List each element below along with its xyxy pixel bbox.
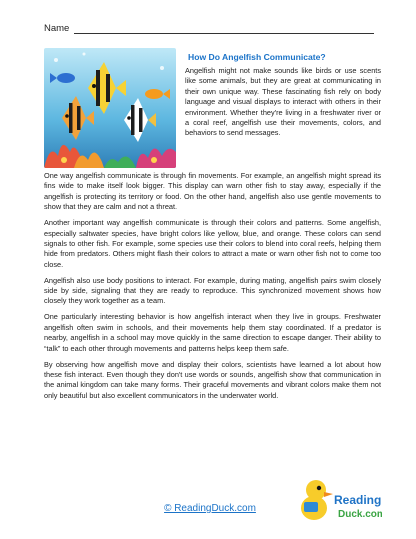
intro-paragraph: Angelfish might not make sounds like birds or use scents like some animals, but they are great at communicating in their own unique way. These fascinating fish rely on body language and visual displays to interact with others in their environment. Whether they're living in a freshwater river or a coral reef, angelfish use their movements, colors, and behaviors to send messages. [185,66,381,138]
name-label: Name [44,23,70,34]
paragraph: Another important way angelfish communicate is through their colors and patterns. Some angelfish, especially saltwater species, have bright colors like yellow, blue, and orange. These colors can send signals to other fish. For example, some species use their colors to blend into coral reefs, helping them hide from predators. Others might flash their colors to attract a mate or warn other fish not to come too close. [44,218,381,269]
article-title: How Do Angelfish Communicate? [188,52,326,62]
paragraph: One way angelfish communicate is through fin movements. For example, an angelfish might spread its fins wide to make itself look bigger. This display can warn other fish to stay away, especially if the angelfish is protecting its territory or food. On the other hand, angelfish also use gentle movements to show that they are calm and not a threat. [44,171,381,212]
name-input-line[interactable] [74,24,374,34]
paragraph: One particularly interesting behavior is how angelfish interact when they live in groups. Freshwater angelfish often swim in schools, and their movements help them stay coordinated. If a predator is nearby, angelfish in a school may move quickly in the same direction to escape danger. Their ability to “talk” to each other through movements and patterns helps keep them safe. [44,312,381,353]
name-row [44,20,374,34]
logo-duck-text: Duck.com [338,509,382,520]
angelfish-illustration [44,48,176,168]
reading-duck-logo [300,472,382,526]
reading-duck-link[interactable]: © ReadingDuck.com [164,503,256,514]
duck-icon [300,472,382,526]
angelfish-illustration-image [44,48,176,168]
paragraph: Angelfish also use body positions to interact. For example, during mating, angelfish pairs swim closely side by side, signaling that they are ready to reproduce. This synchronized movement shows how closely they work together as a team. [44,275,381,306]
paragraph: By observing how angelfish move and display their colors, scientists have learned a lot about how these fish interact. Even though they don't use words or sounds, angelfish show that communication in the animal kingdom can take many forms. Their graceful movements and vibrant colors make them not only beautiful but also excellent communicators in the underwater world. [44,359,381,400]
logo-reading-text: Reading [334,493,382,507]
article-body [44,171,381,407]
